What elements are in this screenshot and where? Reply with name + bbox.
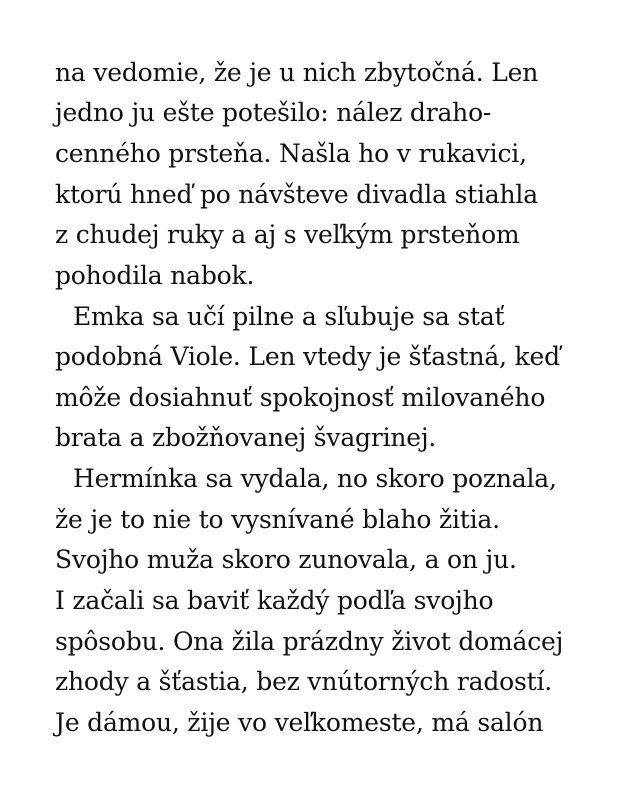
text-line: pohodila nabok. — [55, 261, 255, 290]
text-line: môže dosiahnuť spokojnosť milovaného — [55, 383, 546, 412]
text-line: z chudej ruky a aj s veľkým prsteňom — [55, 220, 520, 249]
paragraph-start-line: Emka sa učí pilne a sľubuje sa stať — [73, 302, 505, 331]
text-line: podobná Viole. Len vtedy je šťastná, keď — [55, 342, 560, 371]
text-line: brata a zbožňovanej švagrinej. — [55, 423, 437, 452]
text-line: že je to nie to vysnívané blaho žitia. — [55, 505, 500, 534]
text-line: ktorú hneď po návšteve divadla stiahla — [55, 180, 538, 209]
text-line: na vedomie, že je u nich zbytočná. Len — [55, 58, 539, 87]
text-line: jedno ju ešte potešilo: nález draho- — [55, 98, 492, 127]
text-line: cenného prsteňa. Našla ho v rukavici, — [55, 139, 527, 168]
paragraph-start-line: Hermínka sa vydala, no skoro poznala, — [73, 464, 557, 493]
text-line: zhody a šťastia, bez vnútorných radostí. — [55, 667, 552, 696]
text-line: I začali sa baviť každý podľa svojho — [55, 586, 494, 615]
text-line: spôsobu. Ona žila prázdny život domácej — [55, 627, 564, 656]
text-line: Svojho muža skoro zunovala, a on ju. — [55, 545, 517, 574]
text-line: Je dámou, žije vo veľkomeste, má salón — [55, 708, 544, 737]
